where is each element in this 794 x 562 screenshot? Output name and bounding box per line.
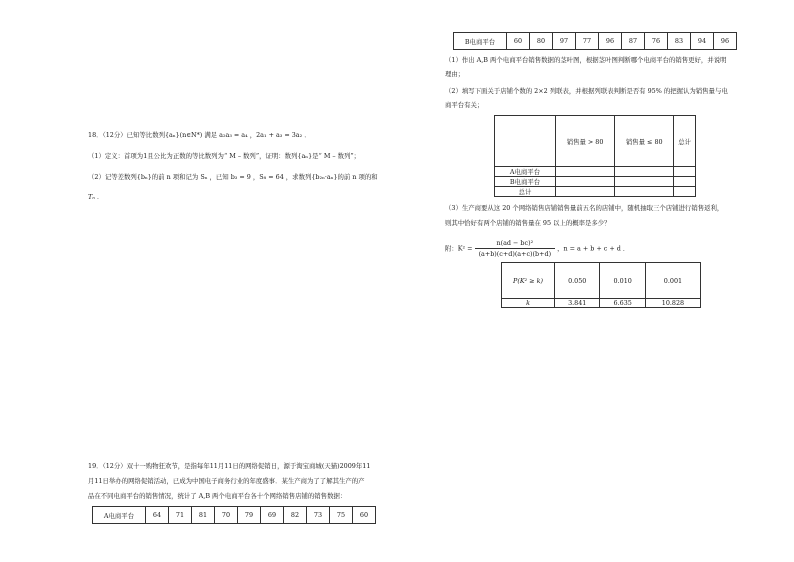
table-b-cell: 87 [622,33,645,50]
q19-line1: 19．（12分）双十一购物狂欢节，是指每年11月11日的网络促销日，源于淘宝商城(天猫)2009年11 [88,462,371,470]
table-a-sales [92,506,376,524]
table-header-cell [495,116,556,167]
table-row-label: B电商平台 [495,177,556,187]
table-cell [556,177,615,187]
table-header-cell: 销售量 ≤ 80 [615,116,674,167]
q18-line4: Tₙ ． [88,193,104,201]
table-cell: P(K² ≥ k) [502,263,555,299]
table-a-cell: 69 [261,507,284,524]
table-row-label: A电商平台 [495,167,556,177]
table-cell [674,177,696,187]
table-row [495,187,696,197]
q19-line2: 月11日举办的网络促销活动，已成为中国电子商务行业的年度盛事．某生产商为了了解其生产的产 [88,477,365,485]
formula-numerator: n(ad − bc)² [475,238,556,249]
table-cell [674,187,696,197]
table-b-label: B电商平台 [454,33,507,50]
contingency-table [494,115,696,197]
q19-part1-line1: （1）作出 A,B 两个电商平台销售数据的茎叶图，根据茎叶图判断哪个电商平台的销售更好，并说明 [445,56,727,64]
table-cell [615,167,674,177]
table-row [495,177,696,187]
q19-line3: 品在不同电商平台的销售情况，统计了 A,B 两个电商平台各十个网络销售店铺的销售数据： [88,492,347,500]
table-cell: k [502,299,555,308]
table-cell: 3.841 [555,299,600,308]
table-row [502,263,701,299]
q19-part2-line2: 商平台有关； [445,101,484,109]
table-a-cell: 71 [169,507,192,524]
table-b-sales [453,32,737,50]
q19-part1-line2: 理由； [445,70,465,78]
table-a-label: A电商平台 [93,507,146,524]
table-a-cell: 64 [146,507,169,524]
table-cell [556,187,615,197]
formula-fraction [475,238,556,259]
table-a-cell: 60 [353,507,376,524]
table-cell: 10.828 [645,299,700,308]
table-cell: 6.635 [600,299,645,308]
table-a-cell: 70 [215,507,238,524]
table-a-cell: 82 [284,507,307,524]
table-b-cell: 96 [599,33,622,50]
table-cell [556,167,615,177]
table-a-cell: 75 [330,507,353,524]
table-a-cell: 81 [192,507,215,524]
table-header-cell: 总计 [674,116,696,167]
table-row [502,299,701,308]
q19-part3-line1: （3）生产商要从这 20 个网络销售店铺销售量前五名的店铺中，随机抽取三个店铺进行销售返利， [445,204,724,212]
table-b-cell: 83 [668,33,691,50]
table-row [495,116,696,167]
formula-prefix: 附：K² = [445,244,473,253]
table-row [93,507,376,524]
table-b-cell: 80 [530,33,553,50]
table-cell: 0.050 [555,263,600,299]
formula-suffix: ，n = a + b + c + d ． [557,244,630,253]
q18-line1: 18．（12分）已知等比数列{aₙ}(n∈N*) 满足 a₂a₃ = a₄ ，2a₁ + a₃ = 3a₂ ． [88,131,311,139]
table-row [495,167,696,177]
formula-denominator: (a+b)(c+d)(a+c)(b+d) [478,250,552,258]
table-a-cell: 79 [238,507,261,524]
table-b-cell: 76 [645,33,668,50]
table-b-cell: 77 [576,33,599,50]
table-row-label: 总计 [495,187,556,197]
table-cell [674,167,696,177]
table-b-cell: 60 [507,33,530,50]
table-cell: 0.001 [645,263,700,299]
critical-value-table [501,262,701,308]
table-cell [615,177,674,187]
q19-part2-line1: （2）填写下面关于店铺个数的 2×2 列联表，并根据列联表判断是否有 95% 的把握认为销售量与电 [445,87,728,95]
q19-part3-line2: 则其中恰好有两个店铺的销售量在 95 以上的概率是多少？ [445,219,611,227]
q18-line3: （2）记等差数列{bₙ}的前 n 项和记为 Sₙ ，已知 b₃ = 9 ，S₈ = 64 ，求数列{b₂ₙ·aₙ}的前 n 项的和 [88,173,378,181]
table-row [454,33,737,50]
table-b-cell: 96 [714,33,737,50]
chi-square-formula [445,238,629,259]
table-cell: 0.010 [600,263,645,299]
table-header-cell: 销售量 > 80 [556,116,615,167]
table-cell [615,187,674,197]
table-b-cell: 94 [691,33,714,50]
q18-line2: （1）定义：首项为1且公比为正数的等比数列为“ M – 数列”，证明：数列{aₙ}是“ M – 数列”； [88,152,361,160]
table-b-cell: 97 [553,33,576,50]
table-a-cell: 73 [307,507,330,524]
